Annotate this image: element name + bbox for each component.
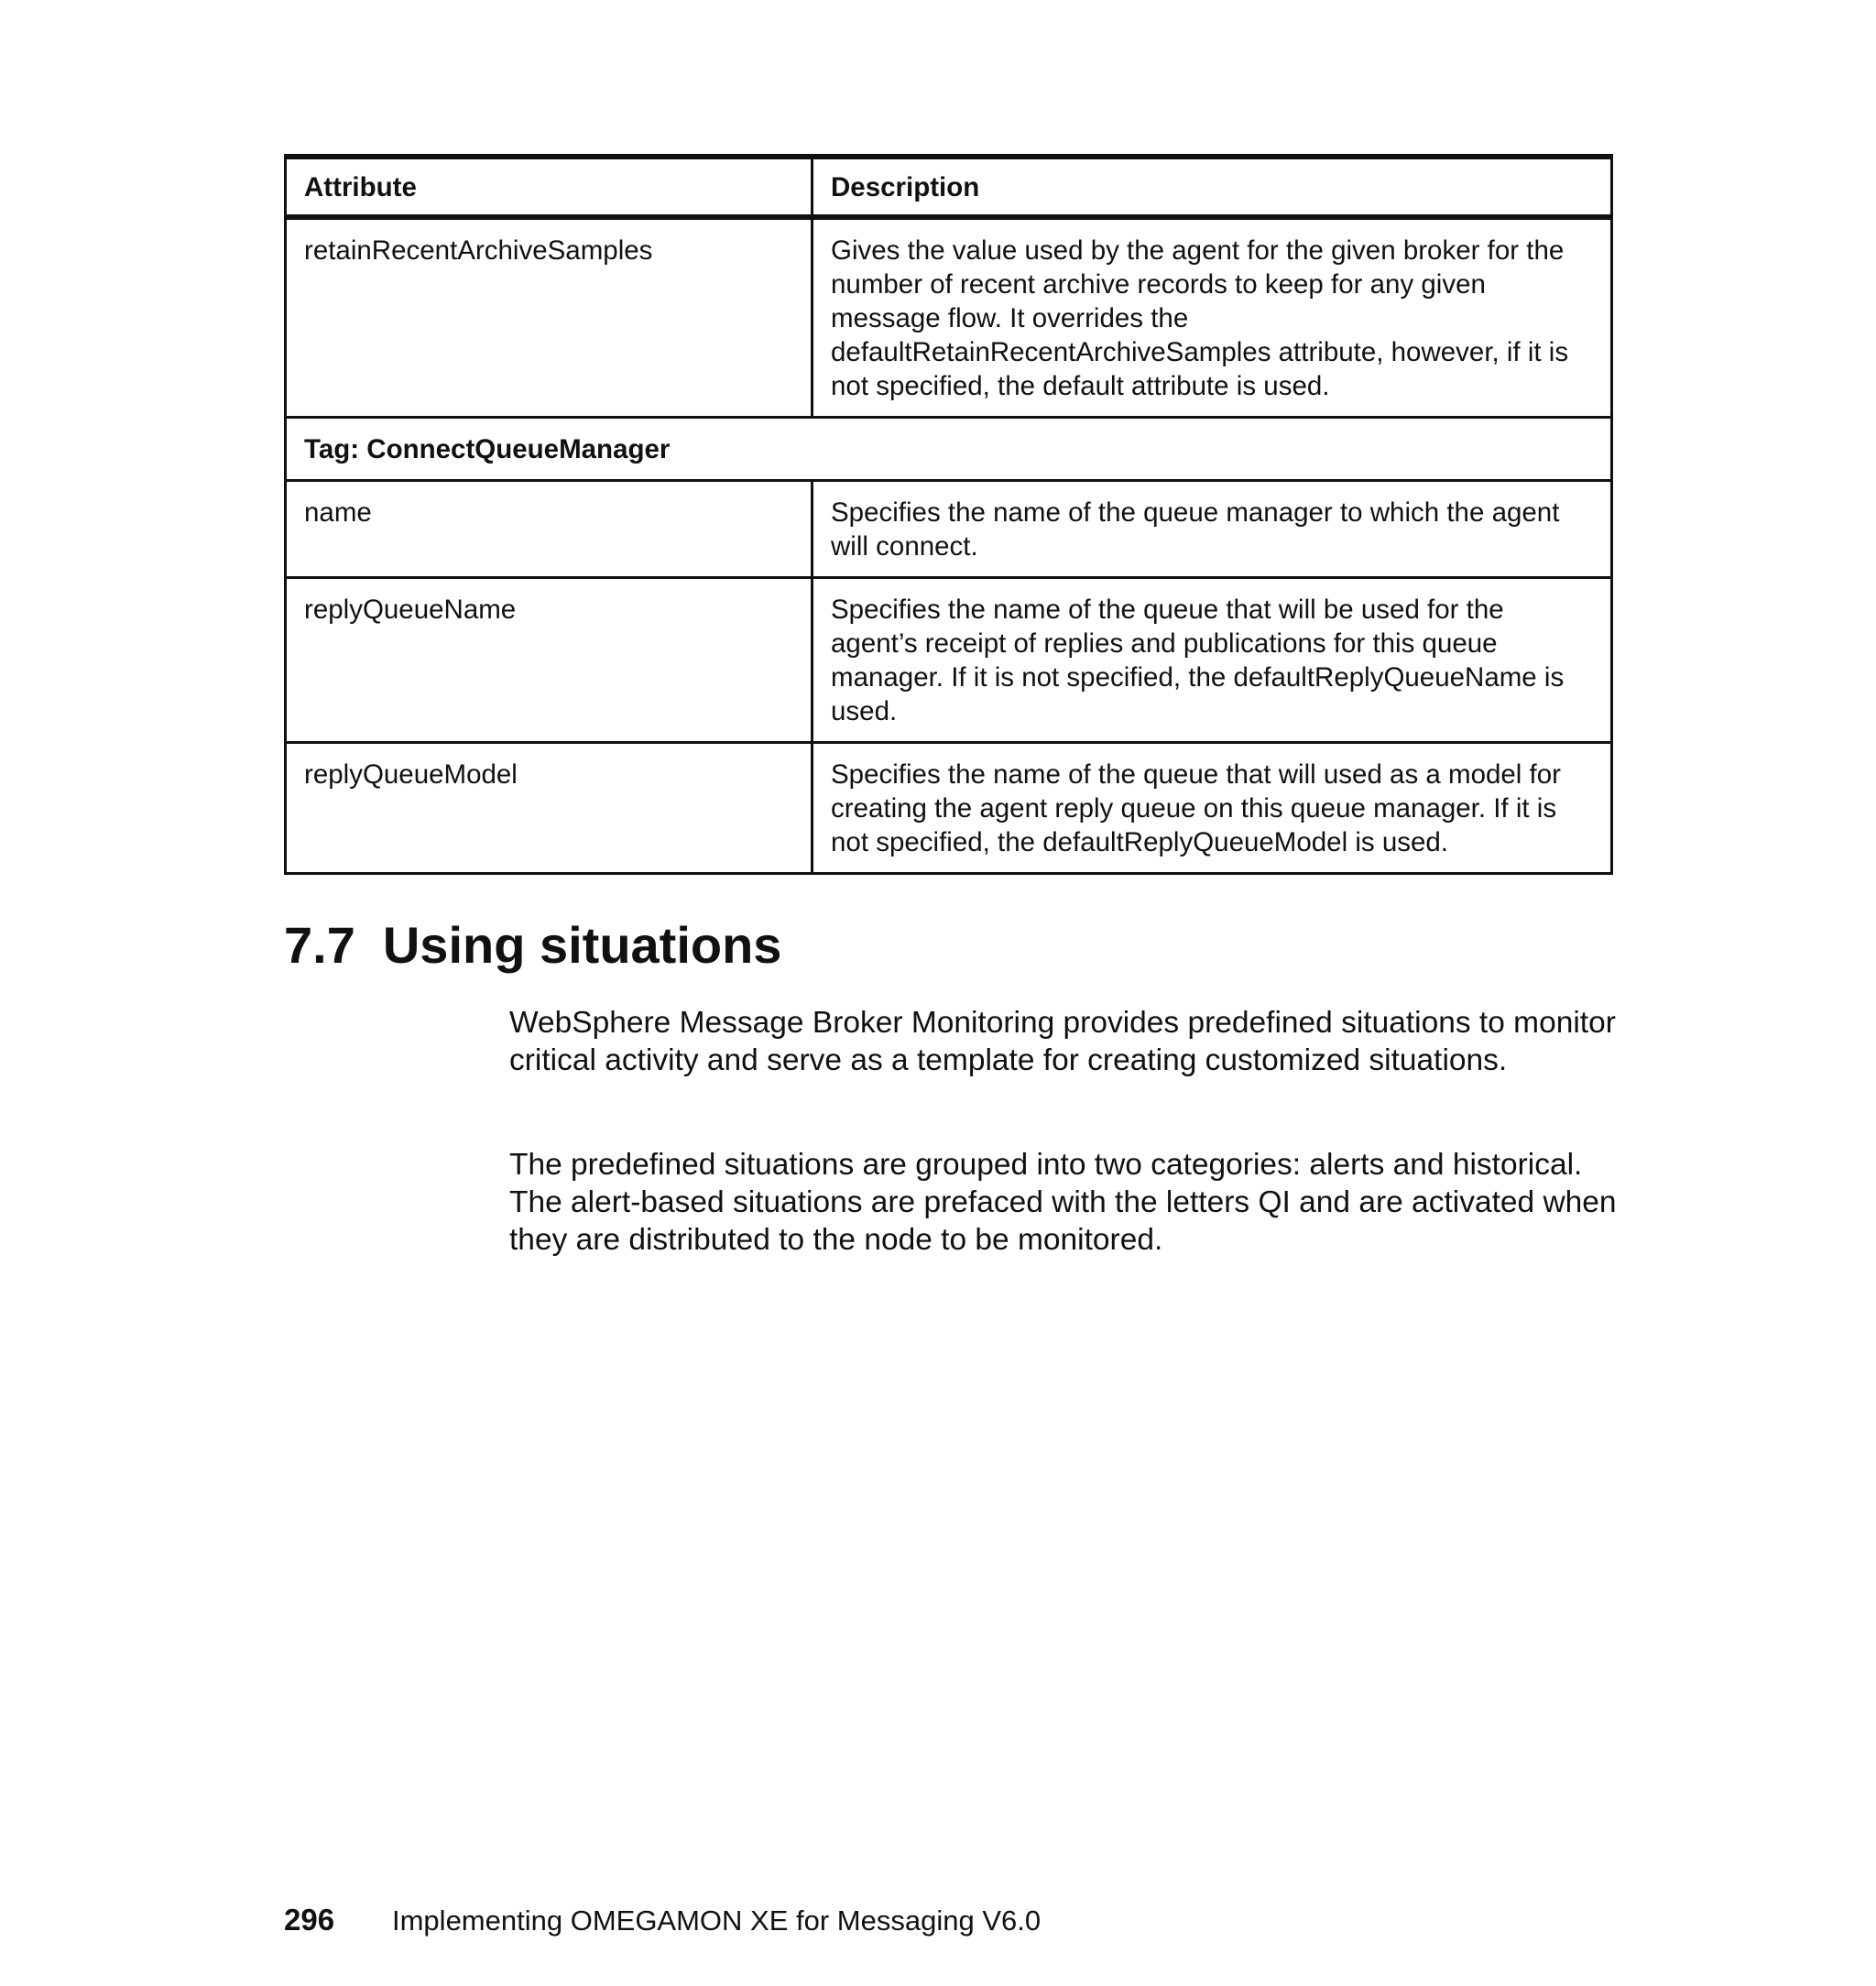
- tag-label-cell: Tag: ConnectQueueManager: [286, 418, 1612, 481]
- table-row: [286, 217, 1612, 418]
- attribute-description-cell: Specifies the name of the queue that will be used for the agent’s receipt of replies and publications for this queue manager. If it is not specified, the defaultReplyQueueName is used.: [813, 578, 1612, 743]
- attribute-description-cell: Specifies the name of the queue that will used as a model for creating the agent reply queue on this queue manager. If it is not specified, the defaultReplyQueueModel is used.: [813, 743, 1612, 874]
- book-title: Implementing OMEGAMON XE for Messaging V6.0: [392, 1904, 1042, 1937]
- section-heading: [284, 914, 781, 977]
- table-row: [286, 578, 1612, 743]
- tag-row: [286, 418, 1612, 481]
- body-paragraph: The predefined situations are grouped into two categories: alerts and historical. The alert-based situations are prefaced with the letters QI and are activated when they are distributed to the node to be monitored.: [509, 1148, 1617, 1257]
- table-row: [286, 743, 1612, 874]
- section-number: 7.7: [284, 916, 355, 974]
- body-paragraph: WebSphere Message Broker Monitoring provides predefined situations to monitor critical activity and serve as a template for creating customized situations.: [509, 1006, 1616, 1077]
- attribute-name-cell: retainRecentArchiveSamples: [286, 217, 813, 418]
- attribute-description-cell: Gives the value used by the agent for the given broker for the number of recent archive records to keep for any given message flow. It overrides the defaultRetainRecentArchiveSamples attribute, however, if it is not specified, the default attribute is used.: [813, 217, 1612, 418]
- page-footer: [284, 1902, 1041, 1939]
- table-header-row: [286, 157, 1612, 217]
- attribute-name-cell: replyQueueName: [286, 578, 813, 743]
- attribute-name-cell: replyQueueModel: [286, 743, 813, 874]
- attribute-table: [284, 154, 1613, 875]
- attribute-name-cell: name: [286, 481, 813, 578]
- table-row: [286, 481, 1612, 578]
- page-number: 296: [284, 1903, 335, 1937]
- section-title: Using situations: [382, 916, 782, 974]
- attribute-description-cell: Specifies the name of the queue manager to which the agent will connect.: [813, 481, 1612, 578]
- column-header-attribute: Attribute: [286, 157, 813, 217]
- column-header-description: Description: [813, 157, 1612, 217]
